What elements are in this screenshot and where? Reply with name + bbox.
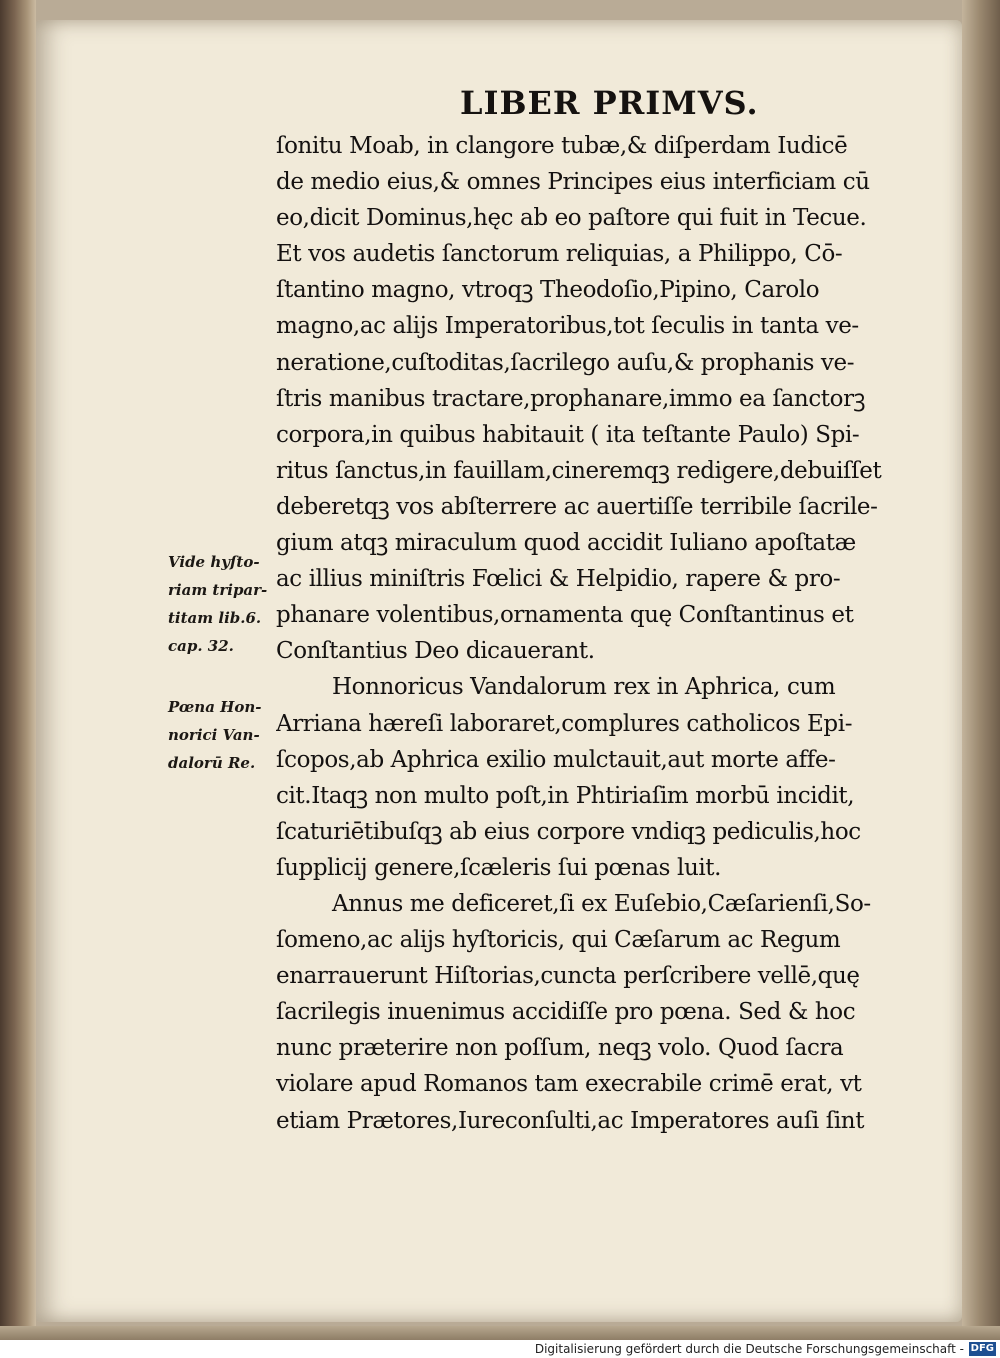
running-head: LIBER PRIMVS. — [460, 84, 759, 122]
text-line: phanare volentibus,ornamenta quę Conſtantinus et — [276, 602, 854, 629]
marginal-line: norici Van- — [168, 726, 260, 744]
marginal-line: Vide hyſto- — [168, 553, 260, 571]
text-line: ſacrilegis inuenimus accidiſſe pro pœna. Sed & hoc — [276, 999, 856, 1026]
footer-bar — [0, 1340, 1000, 1358]
text-line: nunc præterire non poſſum, neqꝫ volo. Quod ſacra — [276, 1035, 844, 1062]
marginal-line: cap. 32. — [168, 637, 234, 655]
text-line: de medio eius,& omnes Principes eius interficiam cū — [276, 169, 870, 196]
text-line: ſtris manibus tractare,prophanare,immo ea ſanctorꝫ — [276, 385, 866, 412]
marginal-note-poena-honnorici — [168, 693, 278, 777]
body-text — [276, 128, 916, 1139]
text-line: Conſtantius Deo dicauerant. — [276, 638, 595, 665]
text-line: Et vos audetis ſanctorum reliquias, a Philippo, Cō- — [276, 241, 843, 268]
text-line: corpora,in quibus habitauit ( ita teſtante Paulo) Spi- — [276, 421, 860, 448]
footer-funding-text: Digitalisierung gefördert durch die Deutsche Forschungsgemeinschaft - — [534, 1342, 964, 1356]
dfg-logo-icon[interactable]: DFG — [970, 1343, 994, 1354]
text-line: ritus ſanctus,in fauillam,cineremqꝫ redigere,debuiſſet — [276, 457, 882, 484]
book-cover-left — [0, 0, 36, 1340]
text-line: Honnoricus Vandalorum rex in Aphrica, cum — [332, 674, 836, 701]
book-cover-right — [962, 0, 1000, 1340]
text-line: etiam Prætores,Iureconſulti,ac Imperatores auſi ſint — [276, 1107, 865, 1134]
text-line: ſupplicij genere,ſcæleris ſui pœnas luit. — [276, 854, 722, 881]
text-line: ſonitu Moab, in clangore tubæ,& diſperdam Iudicē — [276, 133, 848, 159]
text-line: eo,dicit Dominus,hęc ab eo paſtore qui fuit in Tecue. — [276, 205, 867, 232]
text-line: Arriana hæreſi laboraret,complures catholicos Epi- — [276, 710, 853, 737]
text-line: ac illius miniſtris Fœlici & Helpidio, rapere & pro- — [276, 566, 841, 593]
text-line: gium atqꝫ miraculum quod accidit Iuliano apoſtatæ — [276, 530, 856, 557]
text-line: ſcaturiētibuſqꝫ ab eius corpore vndiqꝫ pediculis,hoc — [276, 818, 861, 845]
marginal-line: titam lib.6. — [168, 609, 262, 627]
text-line: Annus me deficeret,ſi ex Euſebio,Cæſarienſi,So- — [332, 890, 871, 917]
marginal-line: riam tripar- — [168, 581, 268, 599]
text-line: violare apud Romanos tam execrabile crimē erat, vt — [276, 1071, 862, 1098]
marginal-line: dalorū Re. — [168, 754, 256, 772]
text-line: magno,ac alijs Imperatoribus,tot ſeculis in tanta ve- — [276, 313, 859, 340]
text-line: ſtantino magno, vtroqꝫ Theodoſio,Pipino, Carolo — [276, 277, 820, 304]
text-line: neratione,cuſtoditas,ſacrilego auſu,& prophanis ve- — [276, 349, 855, 376]
book-edge-bottom — [0, 1326, 1000, 1340]
marginal-note-historia-tripartita — [168, 548, 278, 660]
text-line: ſcopos,ab Aphrica exilio mulctauit,aut morte affe- — [276, 746, 836, 773]
marginal-line: Pœna Hon- — [168, 698, 262, 716]
text-line: ſomeno,ac alijs hyſtoricis, qui Cæſarum ac Regum — [276, 927, 841, 954]
text-line: deberetqꝫ vos abſterrere ac auertiſſe terribile ſacrile- — [276, 493, 878, 520]
text-line: cit.Itaqꝫ non multo poſt,in Phtiriaſim morbū incidit, — [276, 782, 855, 809]
text-line: enarrauerunt Hiſtorias,cuncta perſcribere vellē,quę — [276, 963, 860, 990]
